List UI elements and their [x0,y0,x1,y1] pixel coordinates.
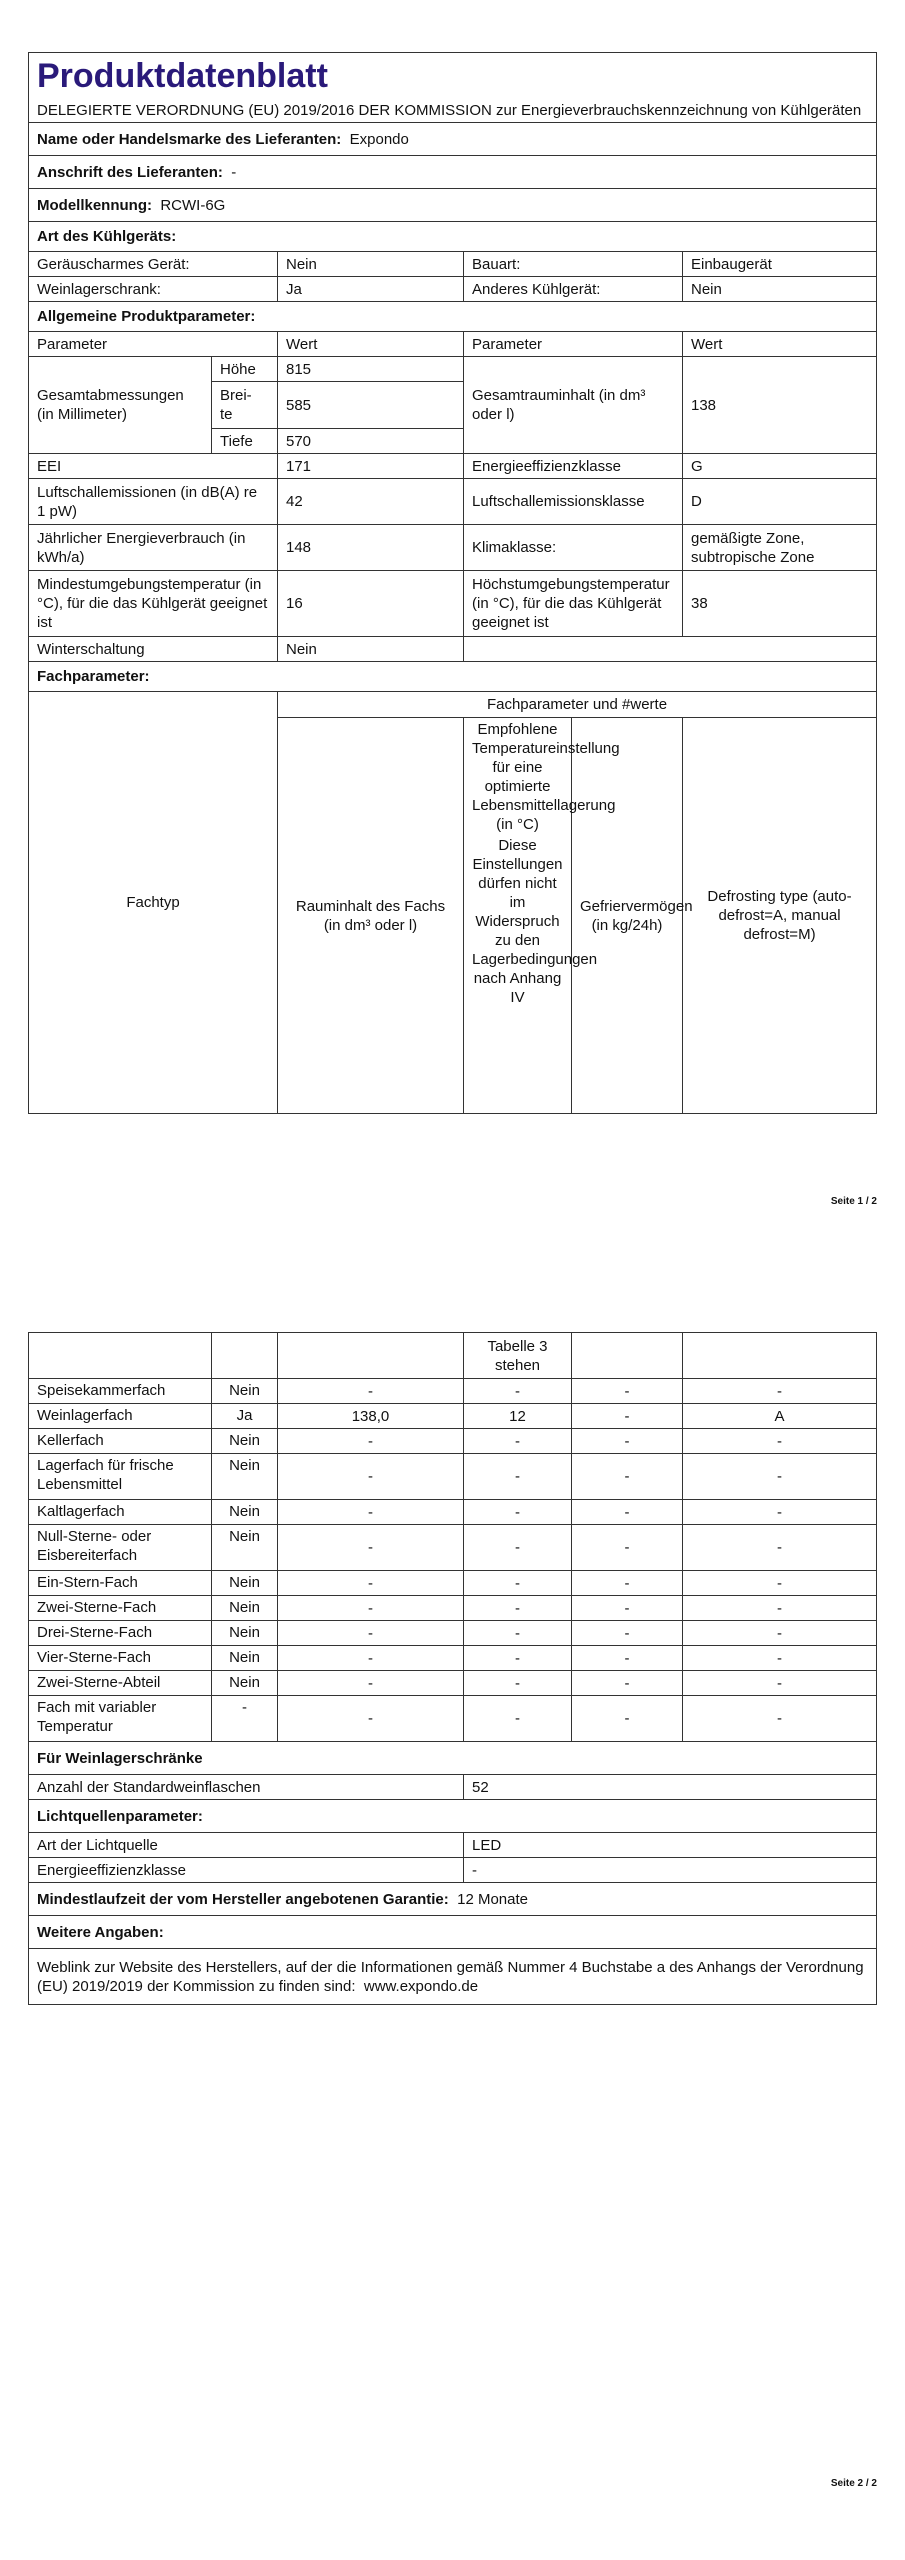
compartment-rows [29,1379,877,1742]
wine-cabinet-label: Weinlagerschrank: [29,277,278,302]
compartment-type: Vier-Sterne-Fach [29,1646,212,1671]
energy-value: 148 [278,525,464,571]
energy-class-label: Energieeffizienzklasse [464,454,683,479]
compartment-freeze: - [572,1379,683,1404]
wine-cabinet-value: Ja [278,277,464,302]
table-row [29,1596,877,1621]
compartment-present: Nein [212,1596,278,1621]
more-heading-row [29,1916,877,1949]
col-compartment-type: Fachtyp [29,692,278,1114]
wine-heading: Für Weinlagerschränke [29,1742,877,1775]
compartment-defrost: - [683,1571,877,1596]
col-value: Wert [278,332,464,357]
col-recommended-temp [464,718,620,1114]
eei-label: EEI [29,454,278,479]
compartment-present: Nein [212,1571,278,1596]
compartment-temp: - [464,1621,572,1646]
more-heading: Weitere Angaben: [29,1916,877,1949]
light-class-label: Energieeffizienzklasse [29,1858,464,1883]
compartment-volume: - [278,1379,464,1404]
wine-heading-row [29,1742,877,1775]
compartments-heading-row [29,662,877,692]
compartment-type: Null-Sterne- oder Eisbereiterfach [29,1525,212,1571]
compartment-present: - [212,1696,278,1742]
table-row [29,1454,877,1500]
noise-device-label: Geräuscharmes Gerät: [29,252,278,277]
table-row [29,1404,877,1429]
compartment-freeze: - [572,1454,683,1500]
supplier-name-row [29,123,877,156]
build-type-value: Einbaugerät [683,252,877,277]
compartment-volume: - [278,1454,464,1500]
compartment-present: Nein [212,1671,278,1696]
energy-label: Jährlicher Energieverbrauch (in kWh/a) [29,525,278,571]
winter-value: Nein [278,637,464,662]
dimensions-label: Gesamtabmessungen (in Millimeter) [29,357,212,454]
compartment-volume: - [278,1646,464,1671]
bottles-value: 52 [464,1775,877,1800]
height-value: 815 [278,357,464,382]
device-type-heading: Art des Kühlgeräts: [29,222,877,252]
warranty-row [29,1883,877,1916]
compartment-defrost: - [683,1454,877,1500]
noise-class-label: Luftschallemissionsklasse [464,479,683,525]
temperature-row [29,571,877,637]
light-type-value: LED [464,1833,877,1858]
compartments-heading: Fachparameter: [29,662,877,692]
compartment-temp: - [464,1429,572,1454]
compartment-temp: - [464,1646,572,1671]
compartment-present: Nein [212,1454,278,1500]
more-text: Weblink zur Website des Herstellers, auf der die Informationen gemäß Nummer 4 Buchstabe a des Anhangs der Verordnung (EU) 2019/2019 der Kommission zu finden sind: [37,1958,864,1995]
compartment-defrost: - [683,1696,877,1742]
width-value: 585 [278,382,464,429]
compartment-volume: 138,0 [278,1404,464,1429]
table-row [29,1646,877,1671]
warranty-label: Mindestlaufzeit der vom Hersteller angebotenen Garantie: [37,1890,449,1908]
compartment-type: Zwei-Sterne-Abteil [29,1671,212,1696]
depth-label: Tiefe [212,429,278,454]
build-type-label: Bauart: [464,252,683,277]
more-text-row [29,1949,877,2005]
col-freezing-capacity: Gefriervermögen (in kg/24h) [572,718,683,1114]
compartment-volume: - [278,1671,464,1696]
compartment-type: Speisekammerfach [29,1379,212,1404]
noise-class-value: D [683,479,877,525]
general-heading-row [29,302,877,332]
other-appliance-value: Nein [683,277,877,302]
compartment-freeze: - [572,1696,683,1742]
eei-row [29,454,877,479]
compartment-type: Zwei-Sterne-Fach [29,1596,212,1621]
table-row [29,1500,877,1525]
compartment-freeze: - [572,1429,683,1454]
compartment-defrost: - [683,1379,877,1404]
table-row [29,1621,877,1646]
page-number: Seite 1 / 2 [830,1196,877,1207]
col-parameter: Parameter [29,332,278,357]
compartment-volume: - [278,1500,464,1525]
compartment-temp: - [464,1525,572,1571]
compartments-group-header: Fachparameter und #werte [278,692,877,718]
table-row [29,1379,877,1404]
compartment-present: Ja [212,1404,278,1429]
compartment-volume: - [278,1596,464,1621]
light-class-row [29,1858,877,1883]
light-heading-row [29,1800,877,1833]
compartment-volume: - [278,1696,464,1742]
general-header-row [29,332,877,357]
other-appliance-label: Anderes Kühlgerät: [464,277,683,302]
compartment-temp: - [464,1696,572,1742]
document-title: Produktdatenblatt [37,57,328,95]
compartment-defrost: - [683,1671,877,1696]
light-type-label: Art der Lichtquelle [29,1833,464,1858]
document-subtitle: DELEGIERTE VERORDNUNG (EU) 2019/2016 DER KOMMISSION zur Energieverbrauchskennzeichnung von Kühlgeräten [37,102,862,119]
height-label: Höhe [212,357,278,382]
bottles-label: Anzahl der Standardweinflaschen [29,1775,464,1800]
supplier-name-value: Expondo [349,130,409,148]
total-volume-label: Gesamtrauminhalt (in dm³ oder l) [464,357,683,454]
compartment-freeze: - [572,1646,683,1671]
page-1 [0,0,905,1240]
compartment-type: Kellerfach [29,1429,212,1454]
compartment-temp: 12 [464,1404,572,1429]
compartment-defrost: - [683,1621,877,1646]
supplier-address-label: Anschrift des Lieferanten: [37,163,223,181]
light-type-row [29,1833,877,1858]
compartment-type: Weinlagerfach [29,1404,212,1429]
model-row [29,189,877,222]
depth-value: 570 [278,429,464,454]
winter-label: Winterschaltung [29,637,278,662]
col-recommended-temp-note-end: Tabelle 3 stehen [464,1333,572,1379]
compartment-volume: - [278,1571,464,1596]
compartment-freeze: - [572,1404,683,1429]
compartment-freeze: - [572,1571,683,1596]
compartment-present: Nein [212,1621,278,1646]
compartment-present: Nein [212,1646,278,1671]
compartment-type: Ein-Stern-Fach [29,1571,212,1596]
max-temp-label: Höchstumgebungstemperatur (in °C), für die das Kühlgerät geeignet ist [464,571,683,637]
table-row [29,1525,877,1571]
datasheet-table-page-1 [28,52,877,1114]
model-value: RCWI-6G [160,196,226,214]
compartment-temp: - [464,1671,572,1696]
title-row [29,53,877,123]
dimensions-row [29,357,877,382]
datasheet-table-page-2 [28,1332,877,2005]
compartment-type: Kaltlagerfach [29,1500,212,1525]
col-parameter-2: Parameter [464,332,683,357]
compartment-temp: - [464,1571,572,1596]
supplier-address-value: - [231,163,237,181]
energy-class-value: G [683,454,877,479]
col-volume: Rauminhalt des Fachs (in dm³ oder l) [278,718,464,1114]
compartment-volume: - [278,1621,464,1646]
noise-row [29,479,877,525]
compartment-freeze: - [572,1596,683,1621]
compartment-volume: - [278,1429,464,1454]
min-temp-value: 16 [278,571,464,637]
bottles-row [29,1775,877,1800]
page-number: Seite 2 / 2 [830,2478,877,2489]
manufacturer-url: www.expondo.de [363,1977,479,1995]
supplier-name-label: Name oder Handelsmarke des Lieferanten: [37,130,342,148]
device-type-heading-row [29,222,877,252]
compartment-defrost: - [683,1596,877,1621]
table-row [29,1571,877,1596]
compartments-header-continued-row [29,1333,877,1379]
noise-label: Luftschallemissionen (in dB(A) re 1 pW) [29,479,278,525]
general-heading: Allgemeine Produktparameter: [29,302,877,332]
climate-label: Klimaklasse: [464,525,683,571]
page-2 [0,1280,905,2560]
compartment-defrost: - [683,1500,877,1525]
min-temp-label: Mindestumgebungstemperatur (in °C), für die das Kühlgerät geeignet ist [29,571,278,637]
compartment-present: Nein [212,1500,278,1525]
table-row [29,1696,877,1742]
model-label: Modellkennung: [37,196,152,214]
noise-device-value: Nein [278,252,464,277]
climate-value: gemäßigte Zone, subtropische Zone [683,525,877,571]
col-value-2: Wert [683,332,877,357]
eei-value: 171 [278,454,464,479]
compartments-group-row [29,692,877,718]
col-recommended-temp-text: Empfohlene Temperatureinstellung für eine optimierte Lebensmittellagerung (in °C) [472,721,620,833]
col-defrost-type: Defrosting type (auto-defrost=A, manual defrost=M) [683,718,877,1114]
compartment-defrost: - [683,1429,877,1454]
col-recommended-temp-note: Diese Einstellungen dürfen nicht im Widerspruch zu den Lagerbedingungen nach Anhang IV [472,837,598,1006]
compartment-temp: - [464,1454,572,1500]
compartment-defrost: - [683,1646,877,1671]
energy-row [29,525,877,571]
compartment-defrost: A [683,1404,877,1429]
compartment-type: Lagerfach für frische Lebensmittel [29,1454,212,1500]
table-row [29,1671,877,1696]
warranty-value: 12 Monate [457,1890,528,1908]
device-type-row [29,252,877,277]
compartment-present: Nein [212,1429,278,1454]
supplier-address-row [29,156,877,189]
compartment-temp: - [464,1596,572,1621]
table-row [29,1429,877,1454]
winter-row [29,637,877,662]
compartment-defrost: - [683,1525,877,1571]
noise-value: 42 [278,479,464,525]
compartment-freeze: - [572,1671,683,1696]
compartment-freeze: - [572,1525,683,1571]
width-label: Brei- te [212,382,278,429]
device-type-row [29,277,877,302]
compartment-temp: - [464,1500,572,1525]
light-heading: Lichtquellenparameter: [29,1800,877,1833]
compartment-freeze: - [572,1621,683,1646]
max-temp-value: 38 [683,571,877,637]
compartment-present: Nein [212,1525,278,1571]
total-volume-value: 138 [683,357,877,454]
compartment-present: Nein [212,1379,278,1404]
compartment-temp: - [464,1379,572,1404]
compartment-volume: - [278,1525,464,1571]
light-class-value: - [464,1858,877,1883]
compartment-type: Drei-Sterne-Fach [29,1621,212,1646]
compartment-type: Fach mit variabler Temperatur [29,1696,212,1742]
compartment-freeze: - [572,1500,683,1525]
